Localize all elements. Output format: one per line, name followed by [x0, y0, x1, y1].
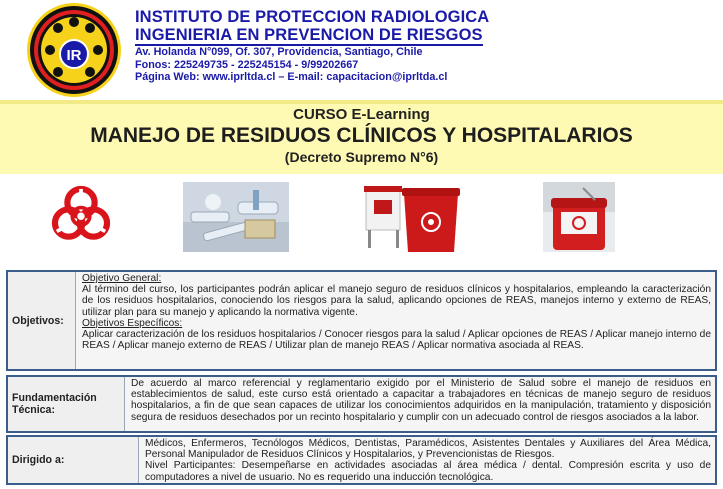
- fundamentacion-section: [6, 375, 717, 433]
- course-decree: (Decreto Supremo N°6): [284, 149, 439, 165]
- fundamentacion-label-line2: Técnica:: [12, 404, 55, 416]
- email-link[interactable]: capacitacion@iprltda.cl: [326, 71, 448, 83]
- web-label: Página Web:: [135, 71, 203, 83]
- fundamentacion-label-line1: Fundamentación: [12, 392, 97, 404]
- biohazard-icon: [50, 184, 112, 246]
- contact-line: [135, 71, 489, 84]
- ipr-logo: [26, 2, 122, 98]
- objetivos-label: Objetivos:: [8, 272, 76, 369]
- fundamentacion-text: De acuerdo al marco referencial y reglamentario exigido por el Ministerio de Salud sobre el manejo de residuos en establecimientos de salud, este curso está orientado a capacitar a trabajadores en técnicas de manejo seguro de residuos hospitalarios, a fin de que sean capaces de utilizar los conocimientos adquiridos en la manipulación, tratamiento y disposición segura de residuos desechados por un recinto hospitalario y cumplir con un adecuado control de riesgos asociados a la labor.: [131, 378, 711, 423]
- institute-subtitle: INGENIERIA EN PREVENCION DE RIESGOS: [135, 26, 483, 44]
- dirigido-audience-text: Médicos, Enfermeros, Tecnólogos Médicos, Dentistas, Paramédicos, Asistentes Dentales y Auxiliares del Área Médica, Personal Manipulador de Residuos Clínicos y Hospitalarios, y Prevencionistas de Riesgos.: [145, 438, 711, 461]
- objetivos-section: [6, 270, 717, 371]
- institute-name: INSTITUTO DE PROTECCION RADIOLOGICA: [135, 8, 490, 26]
- phones: Fonos: 225249735 - 225245154 - 9/99202667: [135, 58, 359, 71]
- dirigido-label: Dirigido a:: [8, 437, 139, 483]
- fundamentacion-label: [8, 377, 125, 431]
- course-type: CURSO E-Learning: [293, 106, 430, 123]
- email-label: – E-mail:: [275, 71, 327, 83]
- dirigido-level-text: Nivel Participantes: Desempeñarse en actividades asociadas al área médica / dental. Compresión escrita y uso de computadores a nivel de usuario. No es requerido una inducción tecnológica.: [145, 460, 711, 483]
- image-strip: [0, 178, 723, 256]
- sharps-container-photo: [543, 182, 615, 252]
- specific-objectives-heading: Objetivos Específicos:: [82, 317, 183, 329]
- course-title: MANEJO DE RESIDUOS CLÍNICOS Y HOSPITALARIOS: [90, 124, 633, 147]
- web-link[interactable]: www.iprltda.cl: [202, 71, 276, 83]
- address: Av. Holanda N°099, Of. 307, Providencia, Santiago, Chile: [135, 46, 423, 58]
- logo-text: IR: [66, 47, 82, 64]
- dirigido-section: [6, 435, 717, 485]
- dirigido-content: [139, 437, 715, 483]
- objetivos-content: [76, 272, 715, 369]
- hospital-waste-photo: [183, 182, 289, 252]
- specific-objectives-text: Aplicar caracterización de los residuos hospitalarios / Conocer riesgos para la salud / Aplicar opciones de REAS / Aplicar manejo interno de REAS / Aplicar manejo externo de REAS / Utilizar plan de manejo REAS / Aplicar normativa asociada al REAS.: [82, 329, 711, 352]
- general-objective-heading: Objetivo General:: [82, 273, 162, 284]
- general-objective-text: Al término del curso, los participantes podrán aplicar el manejo seguro de residuos clínicos y hospitalarios, empleando la caracterización de los residuos hospitalarios, conociendo los riesgos para la salud, aplicando opciones de REAS, manejos interno y externo de REAS, utilizar plan para su manejo y aplicando la normativa vigente.: [82, 284, 711, 318]
- course-title-block: [0, 104, 723, 174]
- institute-info: [135, 8, 489, 84]
- biohazard-bins-photo: [362, 180, 462, 254]
- header: [0, 0, 723, 98]
